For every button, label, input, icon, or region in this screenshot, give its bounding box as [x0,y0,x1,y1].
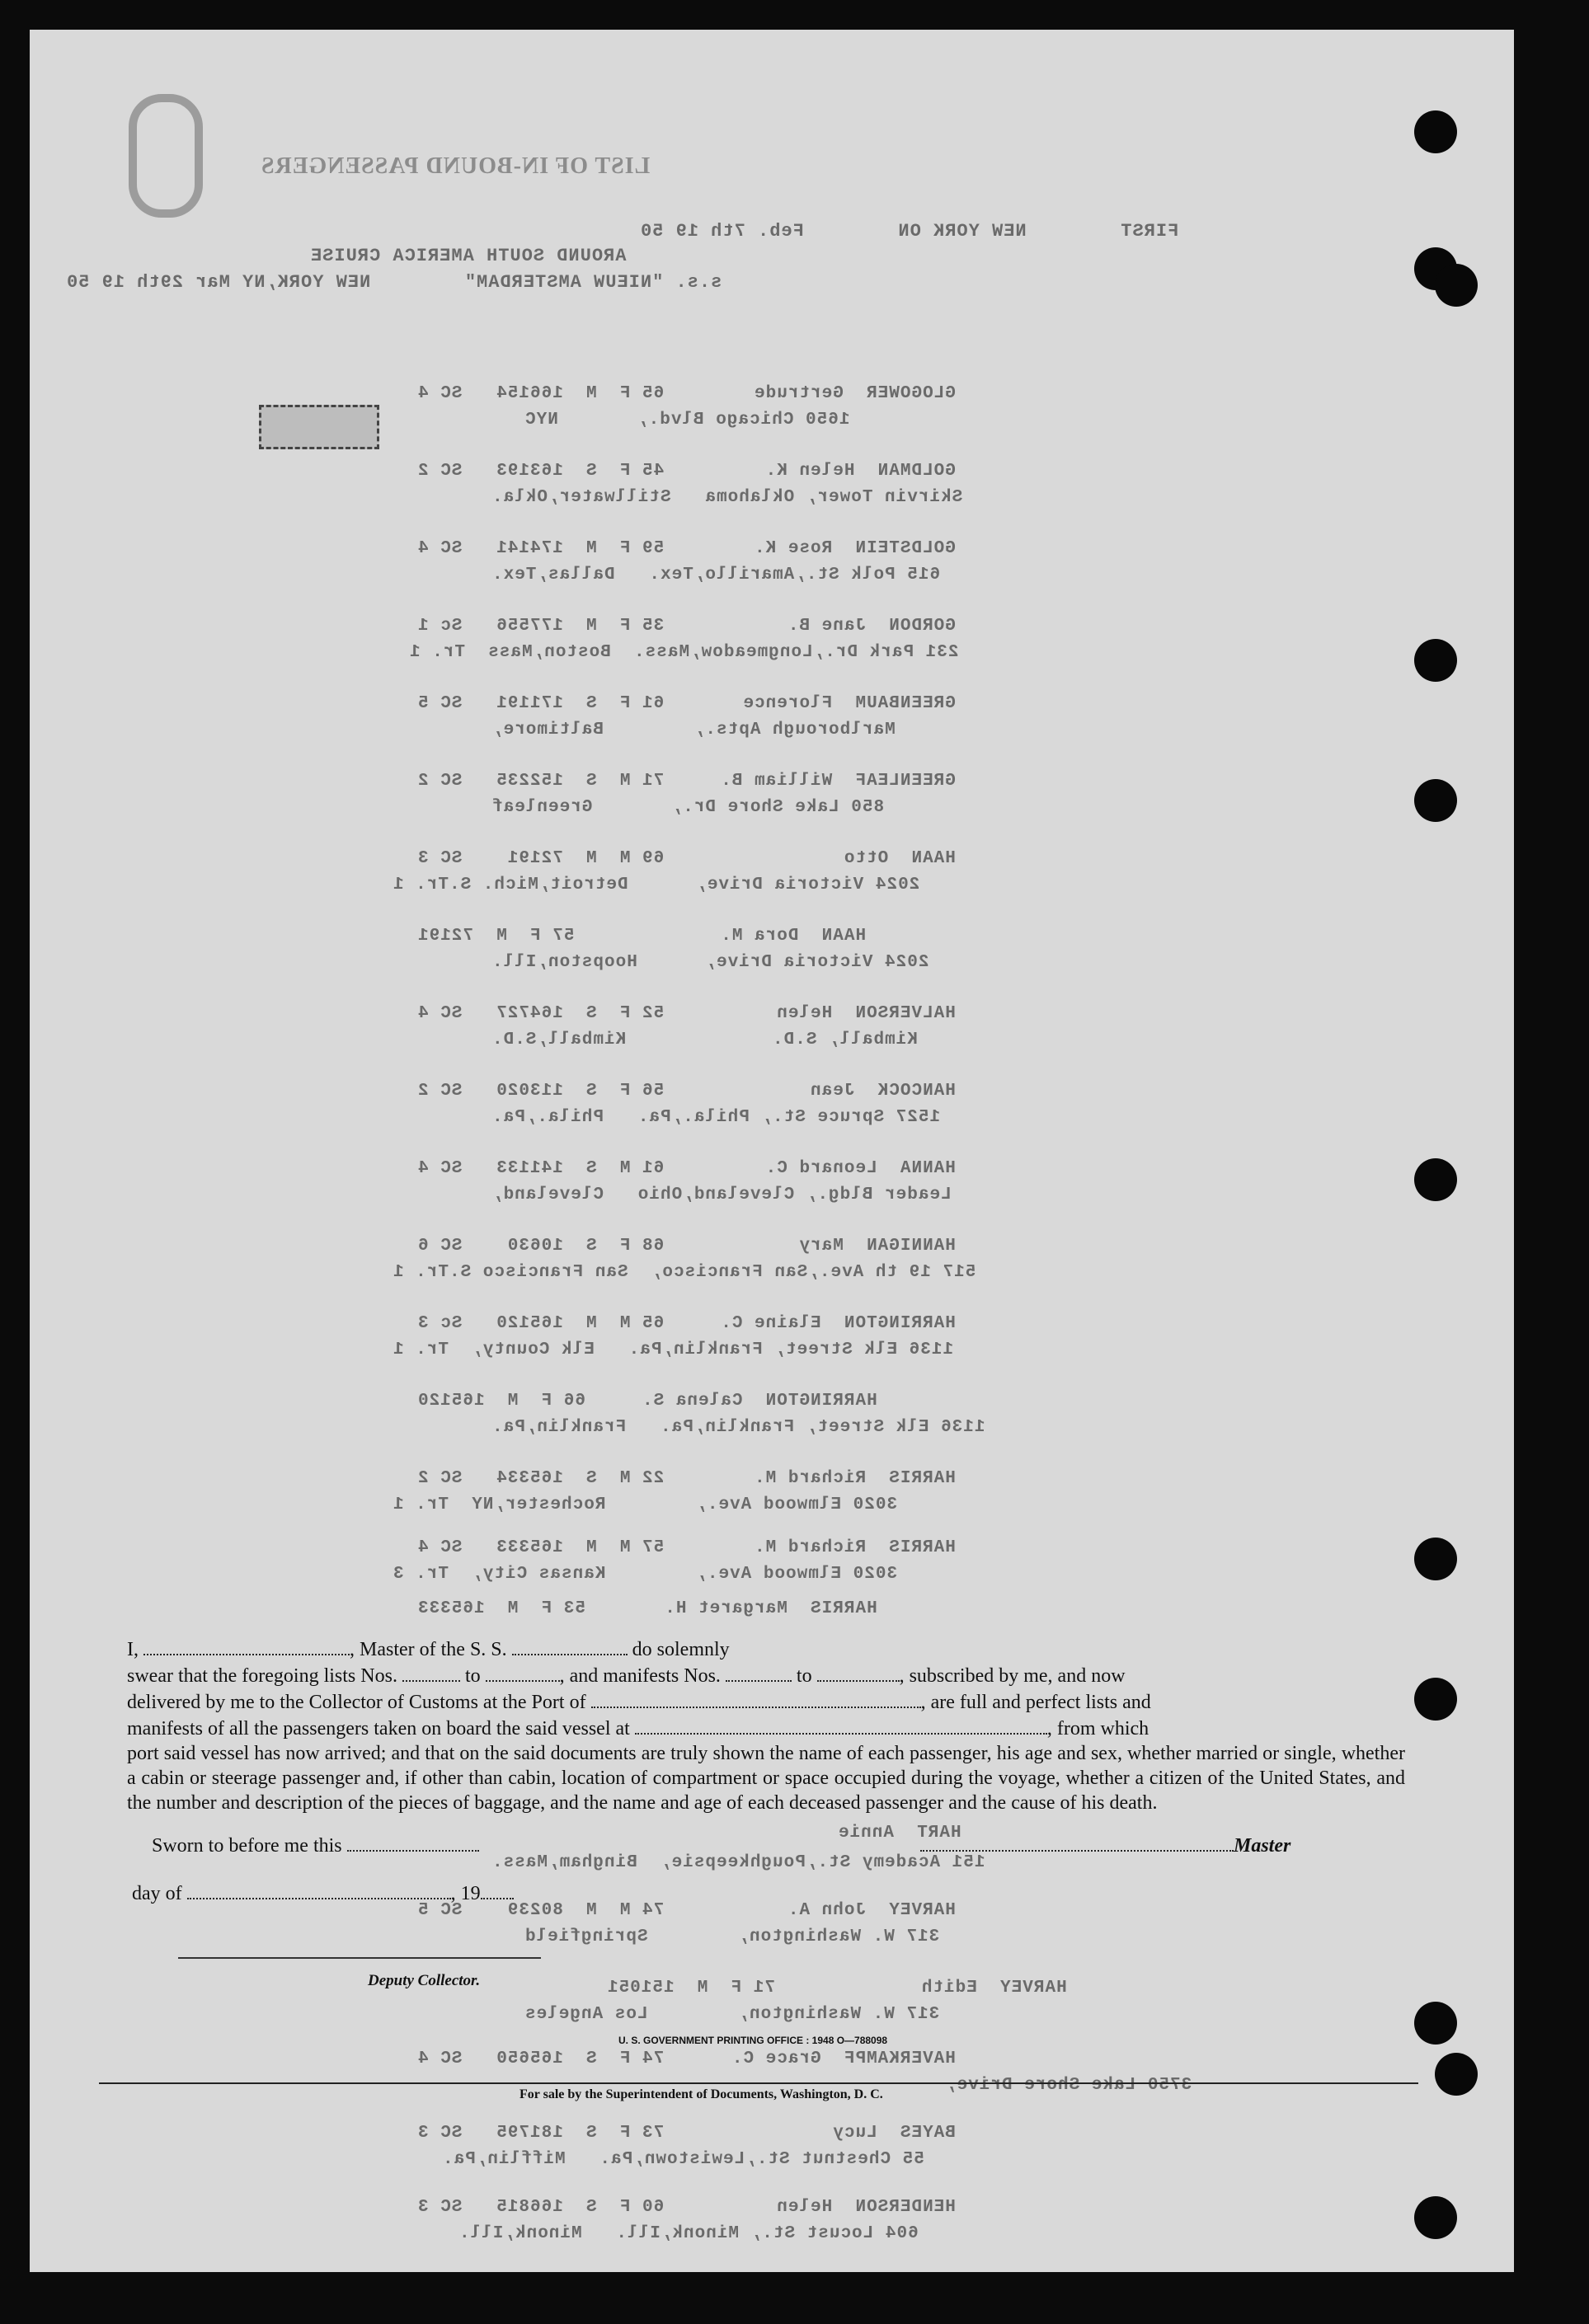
passenger-row: HENDERSON Helen 60 F S 166815 SC 3 [417,2198,956,2217]
ghost-header-2: FIRST NEW YORK ON Feb. 7th 19 50 [640,221,1179,242]
passenger-row: GOLDMAN Helen K. 45 F S 163193 SC 2 [417,462,956,481]
oath-text: do solemnly [632,1639,730,1660]
passenger-row: 3750 Lake Shore Drive, [945,2076,1192,2095]
passenger-row: HARRIS Richard M. 22 M S 165334 SC 2 [417,1469,956,1488]
sheet-number-mark [129,94,203,218]
oath-text: manifests of all the passengers taken on board the said vessel at [127,1718,630,1739]
passenger-row: GLOGOWER Gertrude 65 F M 166154 SC 4 [417,384,956,403]
ghost-header-3: AROUND SOUTH AMERICA CRUISE [310,246,627,266]
passenger-row: GORDON Jane B. 35 F M 177556 Sc 1 [417,617,956,636]
passenger-row: 3020 Elmwood Ave., Kansas City, Tr. 3 [393,1565,898,1584]
month-blank[interactable] [187,1880,451,1899]
passenger-row: 1527 Spruce St., Phila.,Pa. Phila.,Pa. [491,1108,941,1127]
sworn-date-blank[interactable] [347,1832,479,1852]
passenger-row: HARRIS Richard M. 57 M M 165333 SC 4 [417,1538,956,1557]
passenger-row: HAVERKAMPF Grace C. 74 F S 165650 SC 4 [417,2049,956,2068]
oath-text: to [796,1665,812,1687]
passenger-row: HAAN Dora M. 57 F M 72191 [417,927,867,946]
passenger-row: HAAN Otto 69 M M 72191 SC 3 [417,849,956,868]
master-signature [920,1832,1290,1857]
oath-text: I, [127,1639,139,1660]
passenger-row: 2024 Victoria Drive, Hoopston,Ill. [491,953,929,972]
year-blank[interactable] [481,1880,514,1899]
master-name-blank[interactable] [143,1636,350,1655]
manifests-to-blank[interactable] [817,1662,900,1682]
master-label: Master [1234,1835,1291,1857]
punch-hole [1414,2002,1457,2045]
passenger-row: 2024 Victoria Drive, Detroit,Mich. S.Tr. 1 [393,876,920,894]
sworn-line [152,1832,479,1857]
vessel-name-blank[interactable] [512,1636,628,1655]
punch-hole [1414,779,1457,822]
day-of-line [132,1880,514,1905]
lists-to-blank[interactable] [486,1662,560,1682]
oath-text: swear that the foregoing lists Nos. [127,1665,397,1687]
punch-hole [1414,1538,1457,1580]
passenger-row: HANCOCK Jean 56 F S 113020 SC 2 [417,1082,956,1101]
passenger-row: Marlborough Apts., Baltimore, [491,721,896,739]
passenger-row: 55 Chestnut St.,Lewistown,Pa. Mifflin,Pa. [442,2150,924,2169]
oath-body: port said vessel has now arrived; and that on the said documents are truly shown the name of each passenger, his age and sex, whether married or single, whether a cabin or steerage passenger and, if other than cabin, location of compartment or space occupied during the voyage, whether a citizen of the United States, and the number and description of the pieces of baggage, and the name and age of each deceased passenger and the cause of his death. [127,1743,1405,1814]
passenger-row: HARRIS Margaret H. 53 F M 165333 [417,1599,877,1618]
oath-text: , Master of the S. S. [350,1639,507,1660]
for-sale-note: For sale by the Superintendent of Documents, Washington, D. C. [519,2087,883,2101]
punch-hole [1414,639,1457,682]
passenger-row: BAYES Lucy 73 F S 181795 SC 3 [417,2124,956,2143]
passenger-row: GREENBAUM Florence 61 F S 171191 SC 5 [417,694,956,713]
passenger-row: 151 Academy St.,Poughkeepsie, Bingham,Mass. [491,1853,985,1872]
master-oath [127,1636,1405,1815]
oath-text: , are full and perfect lists and [920,1692,1151,1713]
passenger-row: 1650 Chicago Blvd., NYC [524,411,850,430]
deputy-collector-label: Deputy Collector. [368,1972,481,1989]
passenger-row: 517 19 th Ave.,San Francisco, San Francisco S.Tr. 1 [393,1263,976,1282]
passenger-row: Leader Bldg., Cleveland,Ohio Cleveland, [491,1185,952,1204]
embark-port-blank[interactable] [635,1715,1047,1735]
punch-hole [1435,2053,1478,2096]
master-signature-blank[interactable] [920,1832,1234,1852]
manifests-from-blank[interactable] [726,1662,792,1682]
passenger-row: 1136 Elk Street, Franklin,Pa. Elk County, Tr. 1 [393,1340,954,1359]
printing-office-note: U. S. GOVERNMENT PRINTING OFFICE : 1948 O—788098 [618,2035,888,2046]
punch-hole [1414,2196,1457,2239]
passenger-row: HANNIGAN Mary 68 F S 10630 SC 6 [417,1237,956,1256]
passenger-row: HARRINGTON Elaine C. 65 M M 165120 Sc 3 [417,1314,956,1333]
passenger-row: Kimball, S.D. Kimball,S.D. [491,1031,918,1049]
oath-text: , subscribed by me, and now [899,1665,1126,1687]
passenger-row: 604 Locust St., Minonk,Ill. Minonk,Ill. [458,2224,919,2243]
punch-hole [1414,110,1457,153]
passenger-row: HART Annie [838,1824,961,1843]
oath-text: , from which [1046,1718,1149,1739]
ghost-header-4: s.s. "NIEUW AMSTERDAM" NEW YORK,NY Mar 29th 19 50 [66,272,722,293]
passenger-row: 850 Lake Shore Dr., Greenleaf [491,798,885,817]
passenger-row: 615 Polk St.,Amarillo,Tex. Dallas,Tex. [491,566,941,585]
passenger-row: 231 Park Dr.,Longmeadow,Mass. Boston,Mass Tr. 1 [409,643,959,662]
punch-hole [1414,1158,1457,1201]
passenger-row: 317 W. Washington, Springfield [524,1927,940,1946]
passenger-row: 317 W. Washington, Los Angeles [524,2005,940,2024]
footer-rule [99,2082,1418,2084]
passenger-row: GREENLEAF William B. 71 M S 152235 SC 2 [417,772,956,791]
passenger-row: 3020 Elmwood Ave., Rochester,NY Tr. 1 [393,1495,898,1514]
oath-text: to [464,1665,481,1687]
punch-hole [1414,1678,1457,1721]
passenger-row: HARVEY Edith 71 F M 151051 [607,1979,1067,1998]
sworn-text: Sworn to before me this [152,1835,342,1857]
passenger-row: GOLDSTEIN Rose K. 59 F M 174141 SC 4 [417,539,956,558]
port-blank[interactable] [591,1688,921,1708]
ghost-header-1: LIST OF IN-BOUND PASSENGERS [261,153,651,179]
day-of-label: day of [132,1883,182,1904]
passenger-row: HANNA Leonard C. 61 M S 141133 SC 4 [417,1159,956,1178]
passenger-row: HALVERSON Helen 52 F S 164727 SC 4 [417,1004,956,1023]
passenger-row: 1136 Elk Street, Franklin,Pa. Franklin,Pa. [491,1418,985,1437]
lists-from-blank[interactable] [402,1662,460,1682]
oath-text: , and manifests Nos. [559,1665,721,1687]
passenger-row: HARVEY John A. 74 M M 80239 SC 5 [417,1901,956,1920]
passenger-row: Skirvin Tower, Oklahoma Stillwater,Okla. [491,488,963,507]
oath-text: delivered by me to the Collector of Customs at the Port of [127,1692,586,1713]
deputy-signature-line[interactable] [178,1957,541,1959]
year-prefix: , 19 [450,1883,481,1904]
manifest-sheet [30,30,1514,2272]
passenger-row: HARRINGTON Calena S. 66 F M 165120 [417,1392,877,1411]
customs-stamp [259,405,379,449]
punch-hole [1435,264,1478,307]
